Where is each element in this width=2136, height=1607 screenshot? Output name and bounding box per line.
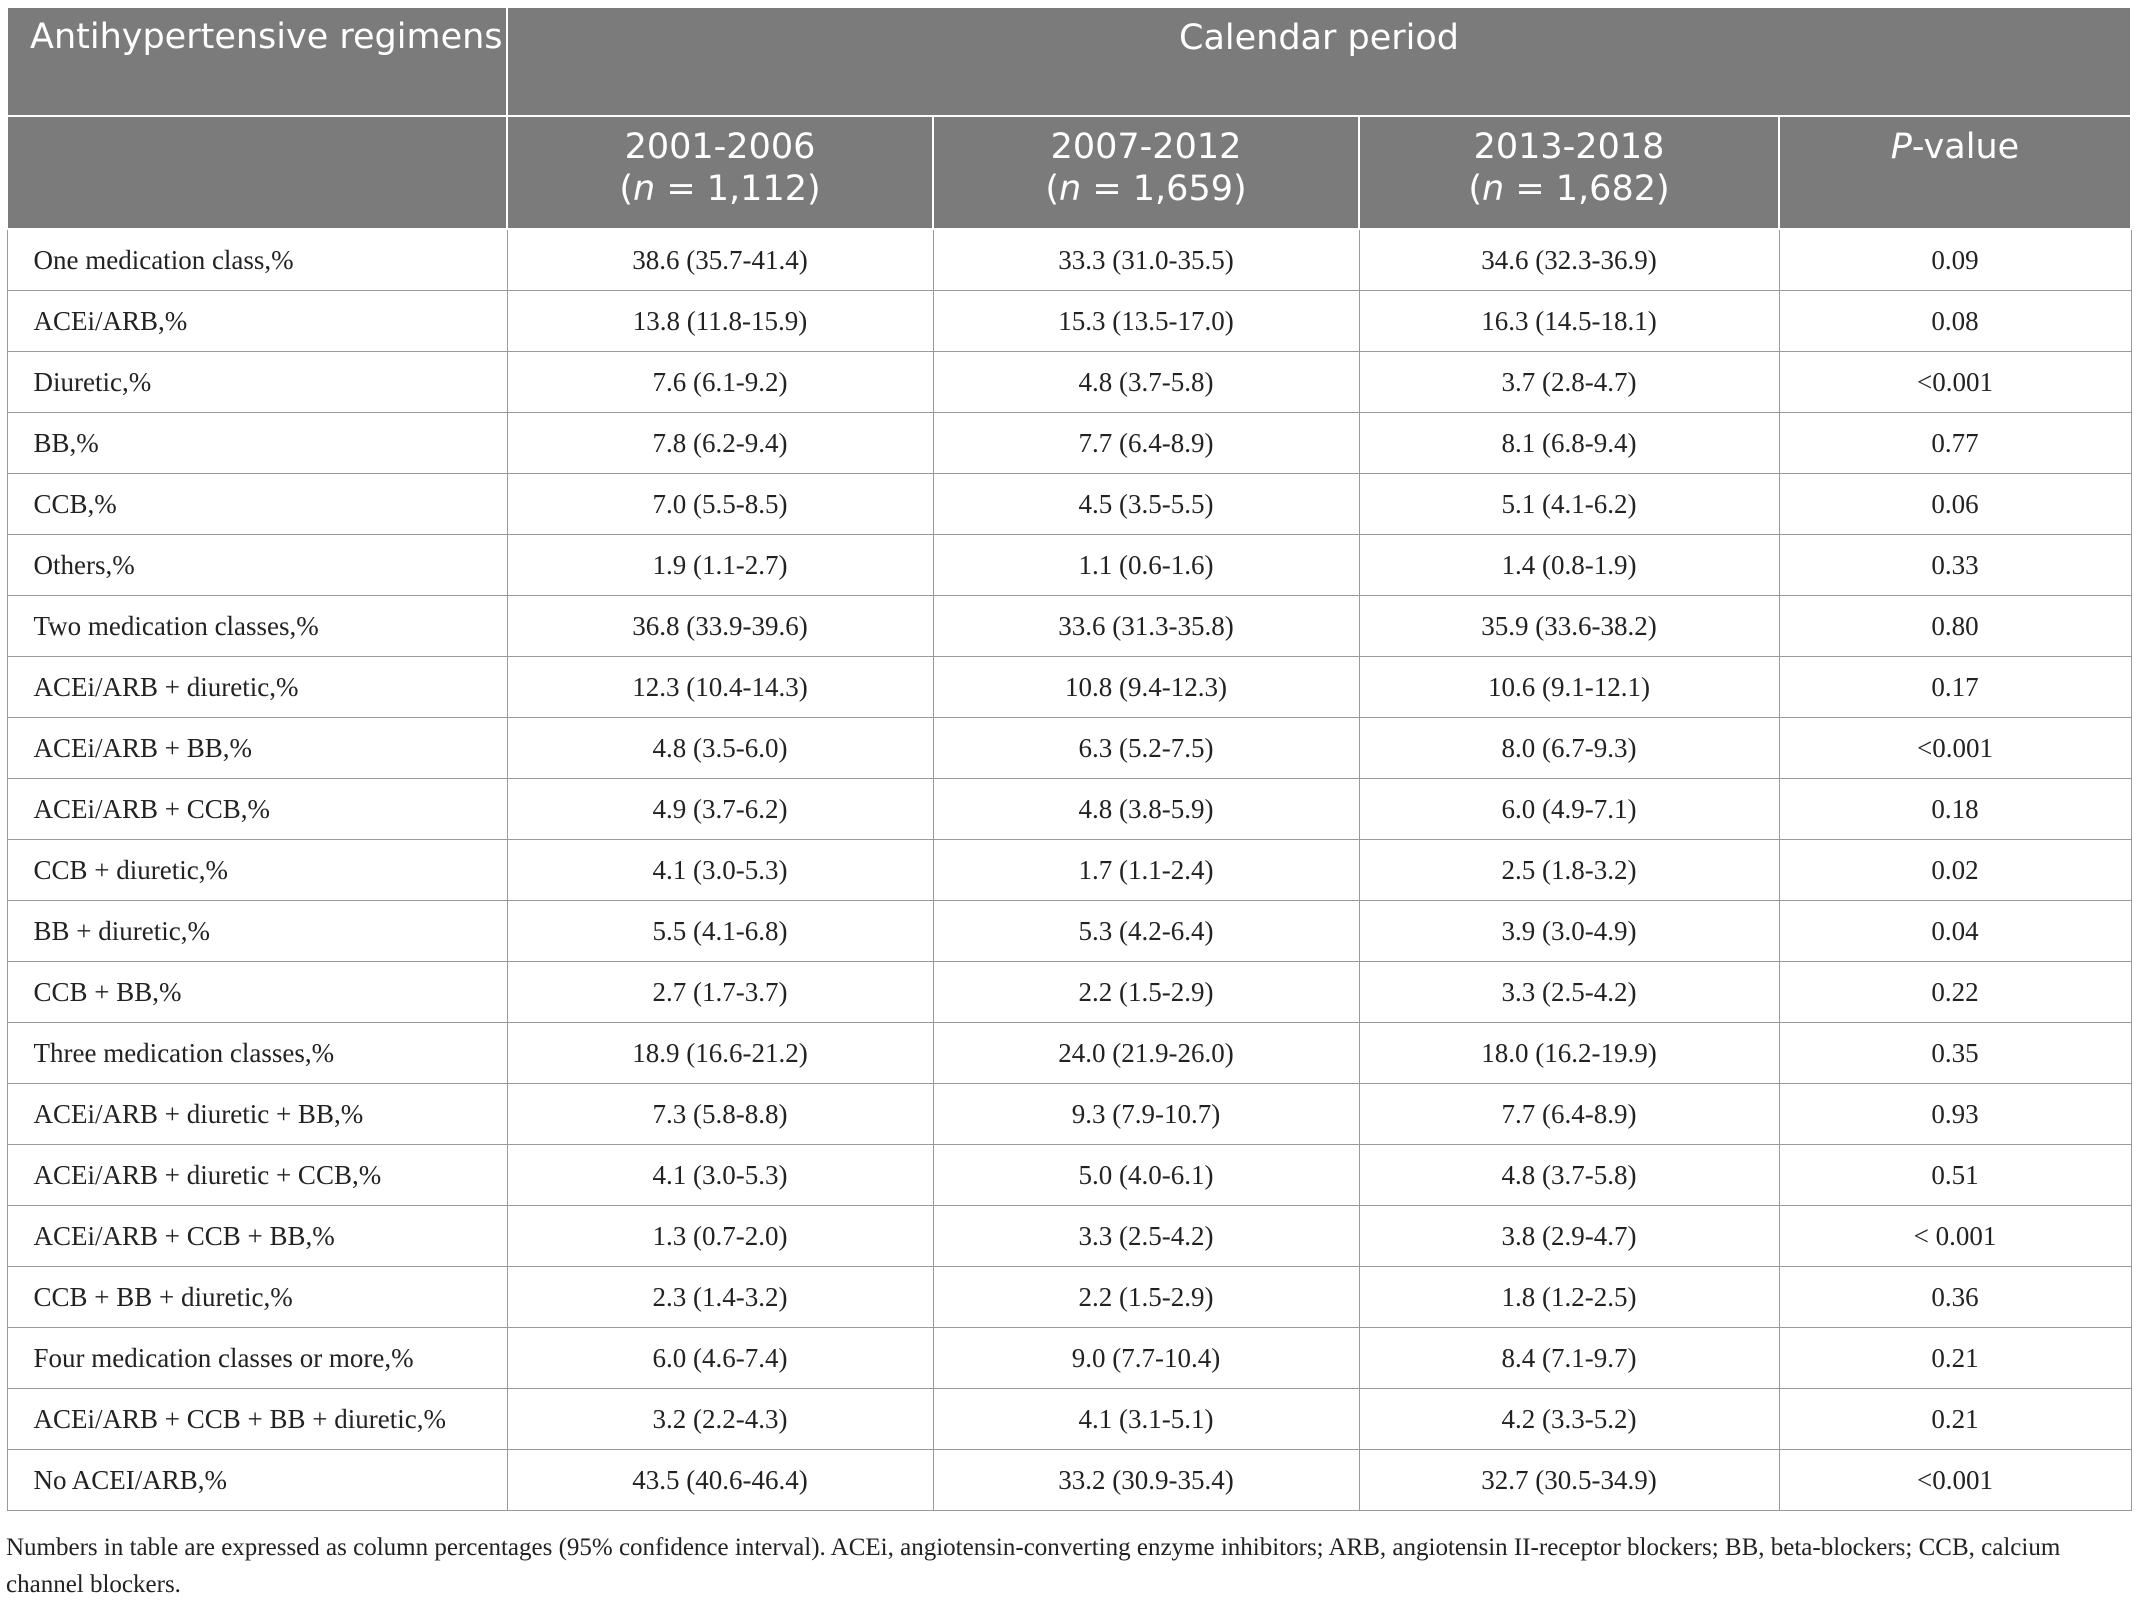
value-cell-2013-2018: 4.8 (3.7-5.8) <box>1359 1145 1779 1206</box>
value-cell-2013-2018: 3.8 (2.9-4.7) <box>1359 1206 1779 1267</box>
value-cell-2007-2012: 4.8 (3.7-5.8) <box>933 352 1359 413</box>
value-cell-2013-2018: 34.6 (32.3-36.9) <box>1359 229 1779 291</box>
value-cell-2007-2012: 15.3 (13.5-17.0) <box>933 291 1359 352</box>
table-row <box>7 657 2131 718</box>
table-footnote: Numbers in table are expressed as column percentages (95% confidence interval). ACEi, angiotensin-converting enzyme inhibitors; ARB, angiotensin II-receptor blockers; BB, beta-blockers; CCB, calcium channel blockers. <box>6 1534 2061 1598</box>
table-row <box>7 718 2131 779</box>
p-value-cell: < 0.001 <box>1779 1206 2131 1267</box>
n-italic: n <box>633 169 656 209</box>
row-label-cell: ACEi/ARB,% <box>7 291 507 352</box>
value-cell-2007-2012: 9.3 (7.9-10.7) <box>933 1084 1359 1145</box>
p-value-cell: 0.09 <box>1779 229 2131 291</box>
value-cell-2001-2006: 18.9 (16.6-21.2) <box>507 1023 933 1084</box>
row-label-cell: ACEi/ARB + diuretic + BB,% <box>7 1084 507 1145</box>
value-cell-2013-2018: 16.3 (14.5-18.1) <box>1359 291 1779 352</box>
value-cell-2001-2006: 1.3 (0.7-2.0) <box>507 1206 933 1267</box>
table-row <box>7 229 2131 291</box>
value-cell-2007-2012: 1.7 (1.1-2.4) <box>933 840 1359 901</box>
value-cell-2007-2012: 33.6 (31.3-35.8) <box>933 596 1359 657</box>
value-cell-2001-2006: 3.2 (2.2-4.3) <box>507 1389 933 1450</box>
p-italic: P <box>1890 127 1912 167</box>
row-label-cell: BB,% <box>7 413 507 474</box>
table-row <box>7 1389 2131 1450</box>
p-value-cell: 0.18 <box>1779 779 2131 840</box>
value-cell-2001-2006: 38.6 (35.7-41.4) <box>507 229 933 291</box>
p-value-cell: 0.17 <box>1779 657 2131 718</box>
value-cell-2007-2012: 1.1 (0.6-1.6) <box>933 535 1359 596</box>
p-value-cell: 0.08 <box>1779 291 2131 352</box>
row-label-cell: One medication class,% <box>7 229 507 291</box>
period-label: 2007-2012 <box>1050 127 1242 167</box>
value-cell-2013-2018: 4.2 (3.3-5.2) <box>1359 1389 1779 1450</box>
value-cell-2001-2006: 7.0 (5.5-8.5) <box>507 474 933 535</box>
stub-header-blank <box>7 116 507 229</box>
p-value-cell: 0.06 <box>1779 474 2131 535</box>
table-row <box>7 901 2131 962</box>
p-value-cell: <0.001 <box>1779 352 2131 413</box>
row-label-cell: CCB,% <box>7 474 507 535</box>
table-row <box>7 596 2131 657</box>
row-label-cell: Two medication classes,% <box>7 596 507 657</box>
table-row <box>7 291 2131 352</box>
value-cell-2013-2018: 7.7 (6.4-8.9) <box>1359 1084 1779 1145</box>
stub-header: Antihypertensive regimens <box>7 7 507 116</box>
table-row <box>7 1206 2131 1267</box>
table-row <box>7 962 2131 1023</box>
value-cell-2001-2006: 36.8 (33.9-39.6) <box>507 596 933 657</box>
value-cell-2001-2006: 2.7 (1.7-3.7) <box>507 962 933 1023</box>
value-cell-2013-2018: 18.0 (16.2-19.9) <box>1359 1023 1779 1084</box>
col-header-period-3: 2013-2018 (n = 1,682) <box>1359 116 1779 229</box>
value-cell-2013-2018: 1.8 (1.2-2.5) <box>1359 1267 1779 1328</box>
value-cell-2007-2012: 4.8 (3.8-5.9) <box>933 779 1359 840</box>
value-cell-2013-2018: 35.9 (33.6-38.2) <box>1359 596 1779 657</box>
value-cell-2013-2018: 3.7 (2.8-4.7) <box>1359 352 1779 413</box>
value-cell-2007-2012: 5.3 (4.2-6.4) <box>933 901 1359 962</box>
value-cell-2007-2012: 2.2 (1.5-2.9) <box>933 1267 1359 1328</box>
p-value-cell: 0.21 <box>1779 1389 2131 1450</box>
value-cell-2001-2006: 1.9 (1.1-2.7) <box>507 535 933 596</box>
row-label-cell: No ACEI/ARB,% <box>7 1450 507 1511</box>
value-cell-2001-2006: 4.1 (3.0-5.3) <box>507 840 933 901</box>
row-label-cell: Three medication classes,% <box>7 1023 507 1084</box>
value-cell-2001-2006: 2.3 (1.4-3.2) <box>507 1267 933 1328</box>
p-value-cell: 0.02 <box>1779 840 2131 901</box>
value-cell-2001-2006: 7.8 (6.2-9.4) <box>507 413 933 474</box>
row-label-cell: Others,% <box>7 535 507 596</box>
p-value-cell: 0.36 <box>1779 1267 2131 1328</box>
n-italic: n <box>1059 169 1082 209</box>
value-cell-2001-2006: 7.6 (6.1-9.2) <box>507 352 933 413</box>
col-header-pvalue: P-value <box>1779 116 2131 229</box>
value-cell-2007-2012: 33.2 (30.9-35.4) <box>933 1450 1359 1511</box>
table-row <box>7 535 2131 596</box>
value-cell-2007-2012: 4.5 (3.5-5.5) <box>933 474 1359 535</box>
value-cell-2001-2006: 5.5 (4.1-6.8) <box>507 901 933 962</box>
p-value-cell: <0.001 <box>1779 718 2131 779</box>
row-label-cell: ACEi/ARB + BB,% <box>7 718 507 779</box>
calendar-period-header: Calendar period <box>507 7 2131 116</box>
value-cell-2007-2012: 10.8 (9.4-12.3) <box>933 657 1359 718</box>
p-value-cell: 0.77 <box>1779 413 2131 474</box>
col-header-period-1: 2001-2006 (n = 1,112) <box>507 116 933 229</box>
row-label-cell: Diuretic,% <box>7 352 507 413</box>
value-cell-2013-2018: 3.9 (3.0-4.9) <box>1359 901 1779 962</box>
p-value-cell: 0.93 <box>1779 1084 2131 1145</box>
row-label-cell: ACEi/ARB + CCB,% <box>7 779 507 840</box>
n-italic: n <box>1482 169 1505 209</box>
row-label-cell: CCB + BB,% <box>7 962 507 1023</box>
table-body <box>7 229 2131 1511</box>
table-row <box>7 1450 2131 1511</box>
table-row <box>7 413 2131 474</box>
value-cell-2001-2006: 4.1 (3.0-5.3) <box>507 1145 933 1206</box>
row-label-cell: ACEi/ARB + CCB + BB,% <box>7 1206 507 1267</box>
value-cell-2001-2006: 4.9 (3.7-6.2) <box>507 779 933 840</box>
table-row <box>7 779 2131 840</box>
p-value-cell: 0.04 <box>1779 901 2131 962</box>
p-value-cell: 0.22 <box>1779 962 2131 1023</box>
row-label-cell: BB + diuretic,% <box>7 901 507 962</box>
value-cell-2013-2018: 8.4 (7.1-9.7) <box>1359 1328 1779 1389</box>
p-value-cell: 0.51 <box>1779 1145 2131 1206</box>
value-cell-2013-2018: 5.1 (4.1-6.2) <box>1359 474 1779 535</box>
period-label: 2013-2018 <box>1473 127 1665 167</box>
row-label-cell: ACEi/ARB + diuretic + CCB,% <box>7 1145 507 1206</box>
value-cell-2007-2012: 7.7 (6.4-8.9) <box>933 413 1359 474</box>
value-cell-2013-2018: 32.7 (30.5-34.9) <box>1359 1450 1779 1511</box>
table-row <box>7 1328 2131 1389</box>
table-row <box>7 352 2131 413</box>
p-value-cell: 0.80 <box>1779 596 2131 657</box>
table-row <box>7 474 2131 535</box>
p-value-cell: 0.33 <box>1779 535 2131 596</box>
value-cell-2001-2006: 4.8 (3.5-6.0) <box>507 718 933 779</box>
value-cell-2013-2018: 3.3 (2.5-4.2) <box>1359 962 1779 1023</box>
value-cell-2001-2006: 7.3 (5.8-8.8) <box>507 1084 933 1145</box>
p-value-cell: <0.001 <box>1779 1450 2131 1511</box>
value-cell-2001-2006: 12.3 (10.4-14.3) <box>507 657 933 718</box>
value-cell-2007-2012: 3.3 (2.5-4.2) <box>933 1206 1359 1267</box>
table-row <box>7 1267 2131 1328</box>
value-cell-2013-2018: 8.1 (6.8-9.4) <box>1359 413 1779 474</box>
p-value-cell: 0.35 <box>1779 1023 2131 1084</box>
value-cell-2007-2012: 5.0 (4.0-6.1) <box>933 1145 1359 1206</box>
value-cell-2007-2012: 33.3 (31.0-35.5) <box>933 229 1359 291</box>
table-row <box>7 840 2131 901</box>
header-row-1 <box>7 7 2131 116</box>
table-container <box>6 6 2130 1511</box>
row-label-cell: CCB + BB + diuretic,% <box>7 1267 507 1328</box>
header-row-2 <box>7 116 2131 229</box>
row-label-cell: CCB + diuretic,% <box>7 840 507 901</box>
value-cell-2013-2018: 6.0 (4.9-7.1) <box>1359 779 1779 840</box>
table-row <box>7 1145 2131 1206</box>
row-label-cell: ACEi/ARB + diuretic,% <box>7 657 507 718</box>
value-cell-2007-2012: 4.1 (3.1-5.1) <box>933 1389 1359 1450</box>
regimens-table <box>6 6 2132 1511</box>
col-header-period-2: 2007-2012 (n = 1,659) <box>933 116 1359 229</box>
p-value-cell: 0.21 <box>1779 1328 2131 1389</box>
row-label-cell: ACEi/ARB + CCB + BB + diuretic,% <box>7 1389 507 1450</box>
value-cell-2001-2006: 6.0 (4.6-7.4) <box>507 1328 933 1389</box>
value-cell-2007-2012: 9.0 (7.7-10.4) <box>933 1328 1359 1389</box>
value-cell-2013-2018: 10.6 (9.1-12.1) <box>1359 657 1779 718</box>
value-cell-2007-2012: 2.2 (1.5-2.9) <box>933 962 1359 1023</box>
value-cell-2013-2018: 1.4 (0.8-1.9) <box>1359 535 1779 596</box>
value-cell-2013-2018: 8.0 (6.7-9.3) <box>1359 718 1779 779</box>
table-row <box>7 1023 2131 1084</box>
value-cell-2001-2006: 13.8 (11.8-15.9) <box>507 291 933 352</box>
value-cell-2001-2006: 43.5 (40.6-46.4) <box>507 1450 933 1511</box>
period-label: 2001-2006 <box>624 127 816 167</box>
row-label-cell: Four medication classes or more,% <box>7 1328 507 1389</box>
value-cell-2013-2018: 2.5 (1.8-3.2) <box>1359 840 1779 901</box>
value-cell-2007-2012: 6.3 (5.2-7.5) <box>933 718 1359 779</box>
value-cell-2007-2012: 24.0 (21.9-26.0) <box>933 1023 1359 1084</box>
table-row <box>7 1084 2131 1145</box>
